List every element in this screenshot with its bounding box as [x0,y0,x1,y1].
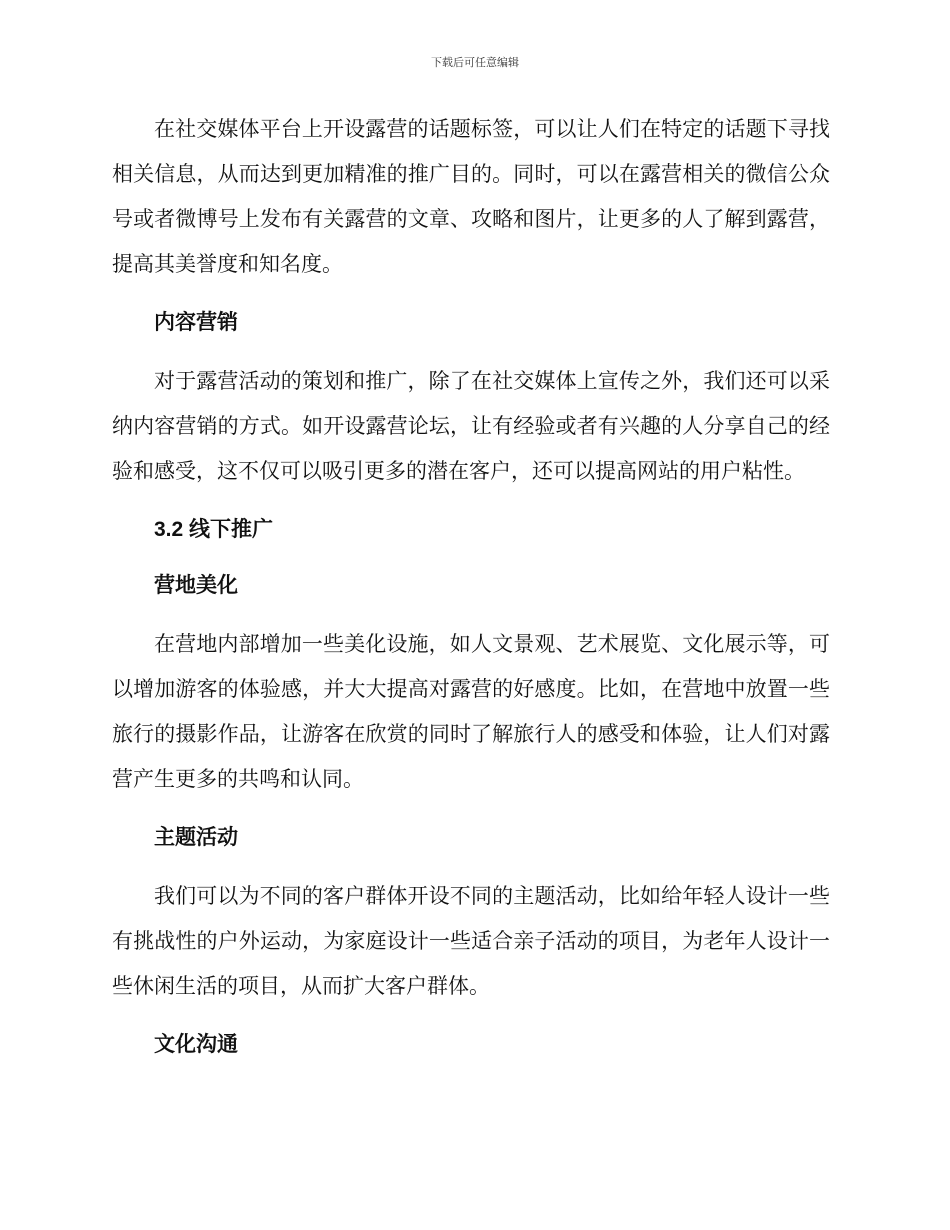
paragraph-social-media-tags: 在社交媒体平台上开设露营的话题标签，可以让人们在特定的话题下寻找相关信息，从而达到更加精准的推广目的。同时，可以在露营相关的微信公众号或者微博号上发布有关露营的文章、攻略和图片，让更多的人了解到露营，提高其美誉度和知名度。 [112,117,830,276]
page-header: 下载后可任意编辑 [431,56,519,69]
heading-campsite-beautification: 营地美化 [154,574,238,597]
heading-theme-activities: 主题活动 [154,826,238,849]
paragraph-content-marketing: 对于露营活动的策划和推广，除了在社交媒体上宣传之外，我们还可以采纳内容营销的方式。如开设露营论坛，让有经验或者有兴趣的人分享自己的经验和感受，这不仅可以吸引更多的潜在客户，还可以提高网站的用户粘性。 [112,369,830,483]
paragraph-campsite-beautification: 在营地内部增加一些美化设施，如人文景观、艺术展览、文化展示等，可以增加游客的体验感，并大大提高对露营的好感度。比如，在营地中放置一些旅行的摄影作品，让游客在欣赏的同时了解旅行人的感受和体验，让人们对露营产生更多的共鸣和认同。 [112,632,830,791]
heading-offline-promotion: 3.2 线下推广 [154,518,274,541]
heading-cultural-communication: 文化沟通 [154,1033,238,1056]
heading-content-marketing: 内容营销 [154,311,238,334]
document-body [112,107,830,1081]
paragraph-theme-activities: 我们可以为不同的客户群体开设不同的主题活动，比如给年轻人设计一些有挑战性的户外运动，为家庭设计一些适合亲子活动的项目，为老年人设计一些休闲生活的项目，从而扩大客户群体。 [112,884,830,998]
